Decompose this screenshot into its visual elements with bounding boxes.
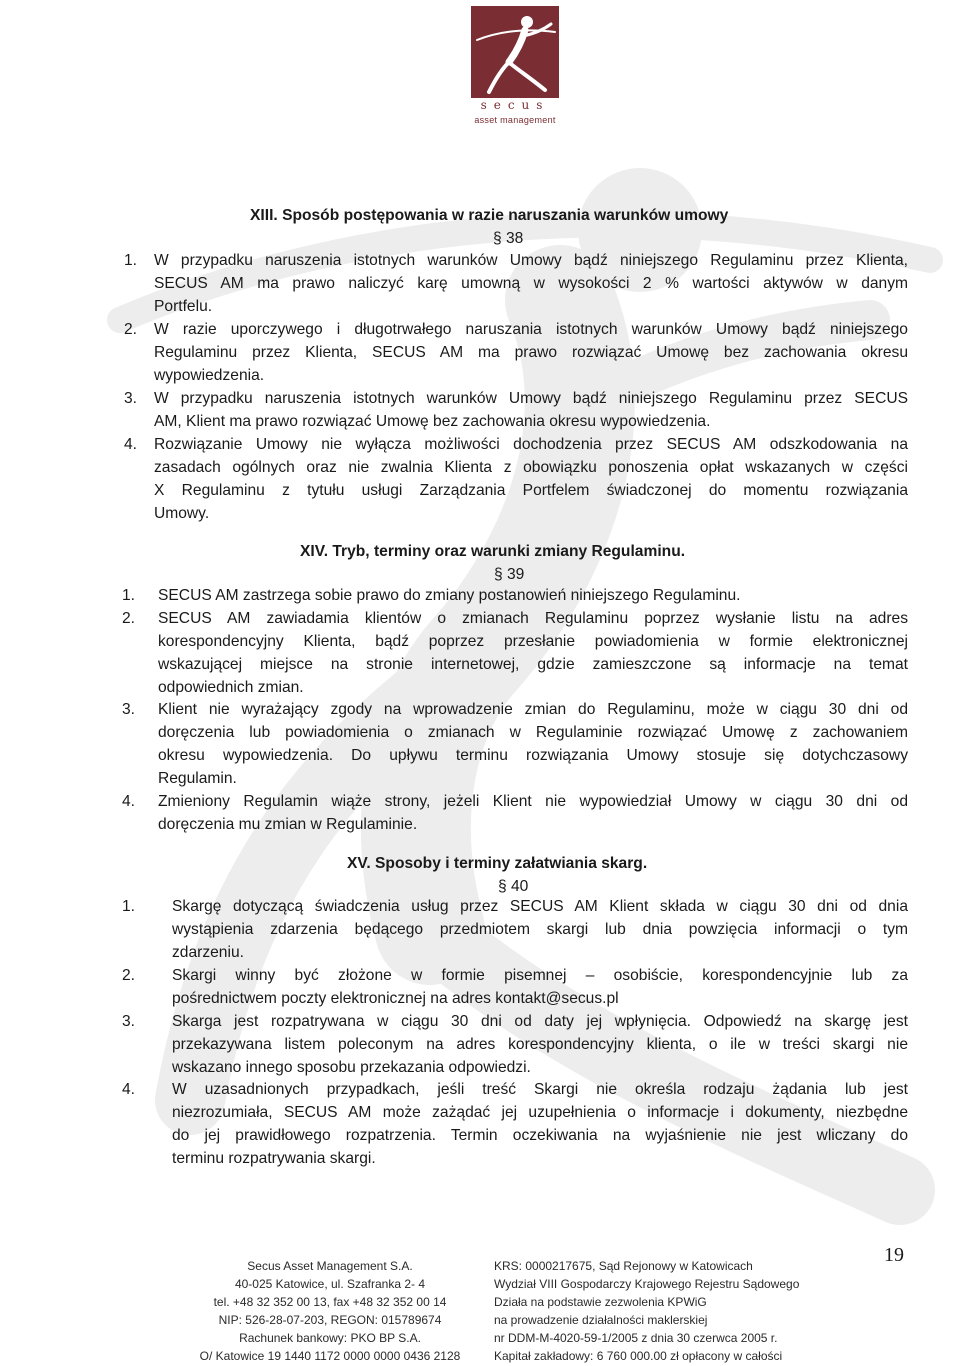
- list-item-number: 4.: [122, 1081, 136, 1098]
- list-item-line: zdarzeniu.: [172, 944, 244, 961]
- list-item-line: okresu wypowiedzenia. Do upływu terminu rozwiązania Umowy stosuje się dotychczasowy: [158, 747, 908, 764]
- list-item-line: przekazywana listem poleconym na adres korespondencyjny klienta, o ile w treści skargi nie: [172, 1036, 908, 1053]
- list-item-number: 3.: [122, 701, 136, 718]
- list-item-number: 1.: [122, 898, 136, 915]
- paragraph-marker-40: § 40: [498, 878, 529, 895]
- list-item-line: W przypadku naruszenia istotnych warunków Umowy bądź niniejszego Regulaminu przez SECUS: [154, 390, 908, 407]
- list-item-line: Klient nie wyrażający zgody na wprowadzenie zmian do Regulaminu, może w ciągu 30 dni od: [158, 701, 908, 718]
- footer-phone: tel. +48 32 352 00 13, fax +48 32 352 00 14: [213, 1295, 447, 1309]
- section-heading-xiii: XIII. Sposób postępowania w razie naruszania warunków umowy: [250, 207, 729, 224]
- list-item-number: 1.: [124, 252, 138, 269]
- section-heading-xv: XV. Sposoby i terminy załatwiania skarg.: [347, 855, 648, 872]
- footer-activity: na prowadzenie działalności maklerskiej: [494, 1313, 708, 1327]
- list-item-line: doręczenia mu zmian w Regulaminie.: [158, 816, 418, 833]
- list-item-line: Skargi winny być złożone w formie pisemnej – osobiście, korespondencyjnie lub za: [172, 967, 908, 984]
- list-item-line: SECUS AM zawiadamia klientów o zmianach Regulaminu poprzez wysłanie listu na adres: [158, 610, 908, 627]
- list-item-number: 2.: [122, 967, 136, 984]
- logo-wordmark: secus: [480, 98, 550, 112]
- list-item-number: 3.: [124, 390, 138, 407]
- list-item-number: 4.: [124, 436, 138, 453]
- list-item-line: W przypadku naruszenia istotnych warunków Umowy bądź niniejszego Regulaminu przez Klienta,: [154, 252, 908, 269]
- list-item-number: 1.: [122, 587, 136, 604]
- list-item-line: pośrednictwem poczty elektronicznej na adres kontakt@secus.pl: [172, 990, 619, 1007]
- list-item-number: 2.: [122, 610, 136, 627]
- footer-nip-regon: NIP: 526-28-07-203, REGON: 015789674: [218, 1313, 442, 1327]
- footer-court: Wydział VIII Gospodarczy Krajowego Rejestru Sądowego: [494, 1277, 800, 1291]
- list-item-line: Rozwiązanie Umowy nie wyłącza możliwości dochodzenia przez SECUS AM odszkodowania na: [154, 436, 908, 453]
- footer-company-name: Secus Asset Management S.A.: [247, 1259, 413, 1273]
- list-item-line: niezrozumiała, SECUS AM może zażądać jej uzupełnienia o informacje i dokumenty, niezbędne: [172, 1104, 908, 1121]
- footer-capital: Kapitał zakładowy: 6 760 000.00 zł opłacony w całości: [494, 1349, 783, 1363]
- list-item-line: terminu rozpatrywania skargi.: [172, 1150, 376, 1167]
- list-item-line: Regulamin.: [158, 770, 237, 787]
- footer-address: 40-025 Katowice, ul. Szafranka 2- 4: [234, 1277, 426, 1291]
- list-item-line: korespondencyjny Klienta, bądź poprzez przesłanie powiadomienia w formie elektronicznej: [158, 633, 908, 650]
- list-item-line: Zmieniony Regulamin wiąże strony, jeżeli Klient nie wypowiedział Umowy w ciągu 30 dni od: [158, 793, 908, 810]
- list-item-line: AM, Klient ma prawo rozwiązać Umowę bez zachowania okresu wypowiedzenia.: [154, 413, 711, 430]
- page-number: 19: [884, 1244, 904, 1266]
- list-item-line: X Regulaminu z tytułu usługi Zarządzania Portfelem świadczonej do momentu rozwiązania: [154, 482, 908, 499]
- list-item-line: wypowiedzenia.: [154, 367, 265, 384]
- list-item-line: Portfelu.: [154, 298, 213, 315]
- list-item-line: zasadach ogólnych oraz nie zwalnia Klienta z obowiązku ponoszenia opłat wskazanych w części: [154, 459, 908, 476]
- list-item-line: SECUS AM ma prawo naliczyć karę umowną w wysokości 2 % wartości aktywów w danym: [154, 275, 908, 292]
- section-heading-xiv: XIV. Tryb, terminy oraz warunki zmiany Regulaminu.: [300, 543, 686, 560]
- secus-logo: [463, 6, 567, 128]
- list-item-line: Umowy.: [154, 505, 210, 522]
- footer-krs: KRS: 0000217675, Sąd Rejonowy w Katowicach: [494, 1259, 753, 1273]
- list-item-line: wystąpienia zdarzenia będącego przedmiotem skargi lub dnia powzięcia informacji o tym: [172, 921, 908, 938]
- footer-account: O/ Katowice 19 1440 1172 0000 0000 0436 2128: [199, 1349, 461, 1363]
- list-item-line: Skargę dotyczącą świadczenia usług przez SECUS AM Klient składa w ciągu 30 dni od dnia: [172, 898, 908, 915]
- list-item-line: doręczenia lub powiadomienia o zmianach w Regulaminie rozwiązać Umowę z zachowaniem: [158, 724, 908, 741]
- footer-bank: Rachunek bankowy: PKO BP S.A.: [239, 1331, 421, 1345]
- list-item-line: do jej prawidłowego rozpatrzenia. Termin oczekiwania na wyjaśnienie nie jest wliczany do: [172, 1127, 908, 1144]
- list-item-line: Regulaminu przez Klienta, SECUS AM ma prawo rozwiązać Umowę bez zachowania okresu: [154, 344, 908, 361]
- list-item-number: 2.: [124, 321, 138, 338]
- logo-tagline: asset management: [474, 115, 556, 125]
- list-item-line: W razie uporczywego i długotrwałego naruszania istotnych warunków Umowy bądź niniejszego: [154, 321, 908, 338]
- list-item-line: wskazującej miejsce na stronie internetowej, gdzie zamieszczone są informacje na temat: [158, 656, 908, 673]
- footer-permit: Działa na podstawie zezwolenia KPWiG: [494, 1295, 707, 1309]
- list-item-number: 4.: [122, 793, 136, 810]
- paragraph-marker-39: § 39: [494, 566, 525, 583]
- list-item-line: odpowiednich zmian.: [158, 679, 304, 696]
- list-item-number: 3.: [122, 1013, 136, 1030]
- list-item-line: W uzasadnionych przypadkach, jeśli treść Skargi nie określa rodzaju żądania lub jest: [172, 1081, 908, 1098]
- list-item-line: SECUS AM zastrzega sobie prawo do zmiany postanowień niniejszego Regulaminu.: [158, 587, 741, 604]
- footer-permit-number: nr DDM-M-4020-59-1/2005 z dnia 30 czerwca 2005 r.: [494, 1331, 778, 1345]
- list-item-line: Skarga jest rozpatrywana w ciągu 30 dni od daty jej wpłynięcia. Odpowiedź na skargę jest: [172, 1013, 908, 1030]
- paragraph-marker-38: § 38: [493, 230, 524, 247]
- logo-emblem-icon: [471, 6, 559, 98]
- list-item-line: wskazano innego sposobu przekazania odpowiedzi.: [172, 1059, 531, 1076]
